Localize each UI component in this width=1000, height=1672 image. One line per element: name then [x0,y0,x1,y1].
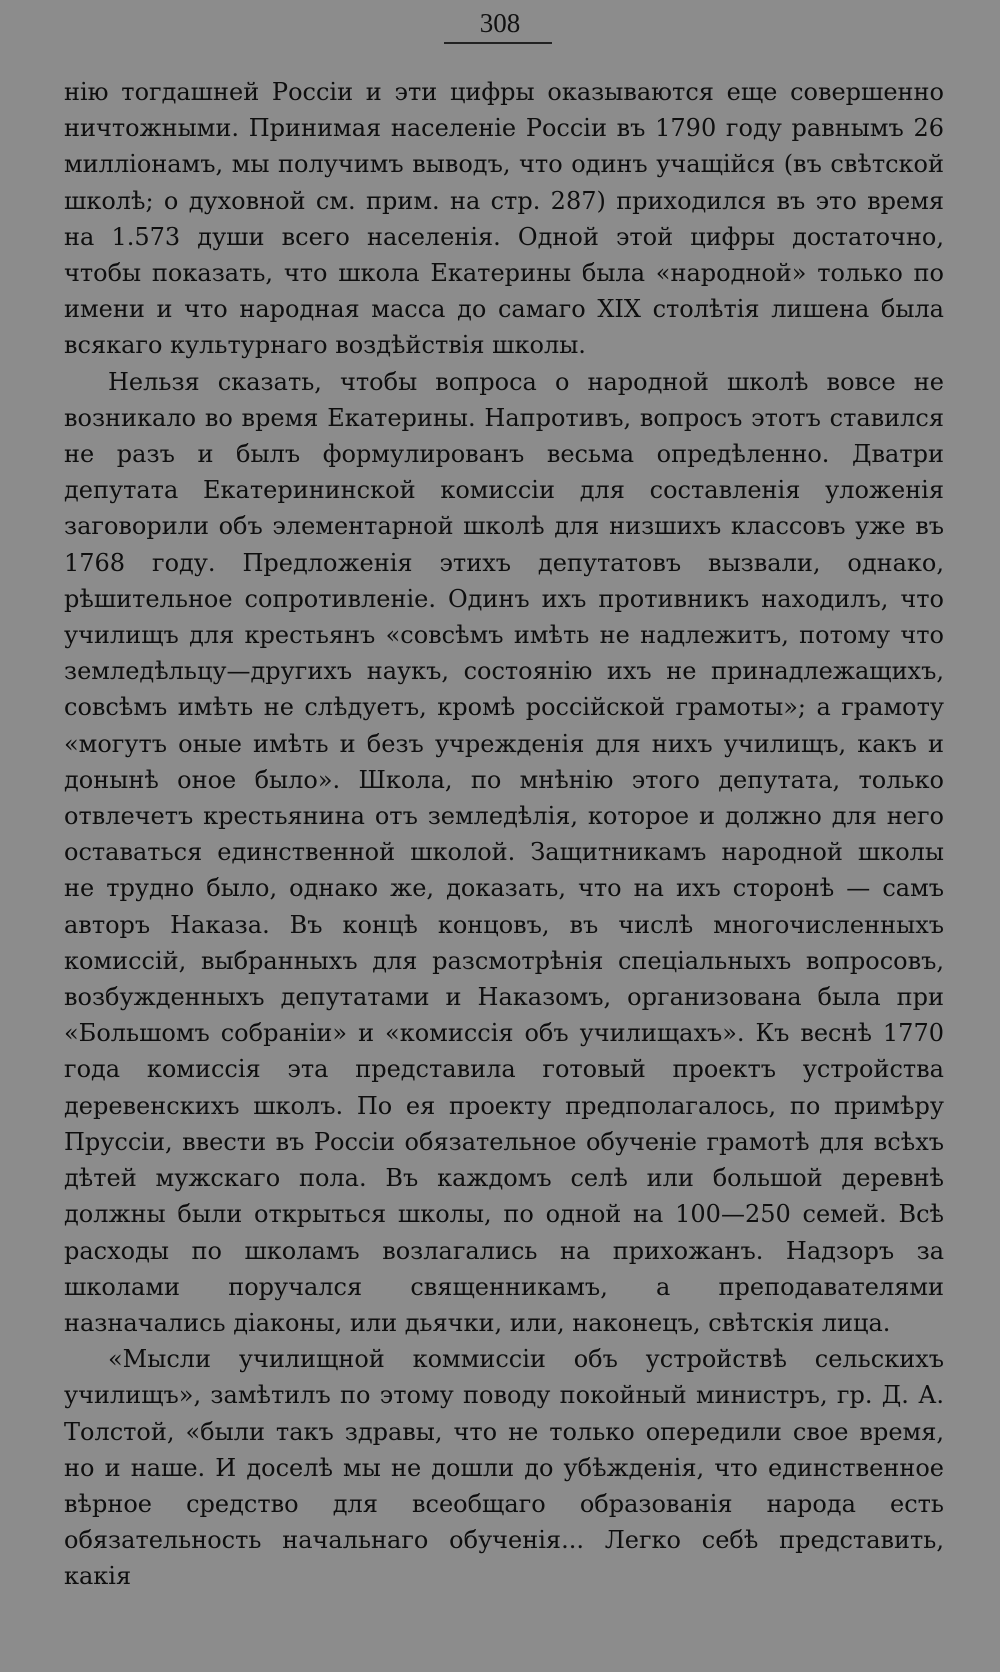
paragraph-1: нію тогдашней Россіи и эти цифры оказываются еще совершенно ничтожными. Принимая населеніе Россіи въ 1790 году равнымъ 26 милліонамъ, мы получимъ выводъ, что одинъ учащійся (въ свѣтской школѣ; о духовной см. прим. на стр. 287) приходился въ это время на 1.573 души всего населенія. Одной этой цифры достаточно, чтобы показать, что школа Екатерины была «народной» только по имени и что народная масса до самаго XIX столѣтія лишена была всякаго культурнаго воздѣйствія школы. [64,78,944,360]
page-number-rule [444,42,552,44]
paragraph-3: «Мысли училищной коммиссіи объ устройствѣ сельскихъ училищъ», замѣтилъ по этому поводу покойный министръ, гр. Д. А. Толстой, «были такъ здравы, что не только опередили свое время, но и наше. И доселѣ мы не дошли до убѣжденія, что единственное вѣрное средство для всеобщаго образованія народа есть обязательность начальнаго обученія... Легко себѣ представить, какія [64,1345,944,1591]
body-text [64,74,944,1595]
paragraph-2: Нельзя сказать, чтобы вопроса о народной школѣ вовсе не возникало во время Екатерины. Напротивъ, вопросъ этотъ ставился не разъ и былъ формулированъ весьма опредѣленно. Дватри депутата Екатерининской комиссіи для составленія уложенія заговорили объ элементарной школѣ для низшихъ классовъ уже въ 1768 году. Предложенія этихъ депутатовъ вызвали, однако, рѣшительное сопротивленіе. Одинъ ихъ противникъ находилъ, что училищъ для крестьянъ «совсѣмъ имѣть не надлежитъ, потому что земледѣльцу—другихъ наукъ, состоянію ихъ не принадлежащихъ, совсѣмъ имѣть не слѣдуетъ, кромѣ россійской грамоты»; а грамоту «могутъ оные имѣть и безъ учрежденія для нихъ училищъ, какъ и донынѣ оное было». Школа, по мнѣнію этого депутата, только отвлечетъ крестьянина отъ земледѣлія, которое и должно для него оставаться единственной школой. Защитникамъ народной школы не трудно было, однако же, доказать, что на ихъ сторонѣ — самъ авторъ Наказа. Въ концѣ концовъ, въ числѣ многочисленныхъ комиссій, выбранныхъ для разсмотрѣнія спеціальныхъ вопросовъ, возбужденныхъ депутатами и Наказомъ, организована была при «Большомъ собраніи» и «комиссія объ училищахъ». Къ веснѣ 1770 года комиссія эта представила готовый проектъ устройства деревенскихъ школъ. По ея проекту предполагалось, по примѣру Пруссіи, ввести въ Россіи обязательное обученіе грамотѣ для всѣхъ дѣтей мужскаго пола. Въ каждомъ селѣ или большой деревнѣ должны были открыться школы, по одной на 100—250 семей. Всѣ расходы по школамъ возлагались на прихожанъ. Надзоръ за школами поручался священникамъ, а преподавателями назначались діаконы, или дьячки, или, наконецъ, свѣтскія лица. [64,367,944,1337]
page-number: 308 [479,8,521,38]
